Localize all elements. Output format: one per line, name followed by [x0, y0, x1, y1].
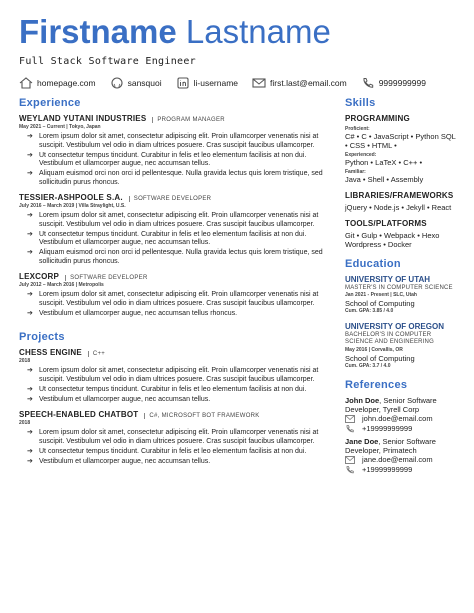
reference-entry [345, 396, 460, 434]
skill-list: Python • LaTeX • C++ • [345, 158, 423, 167]
arrow-icon: ➔ [27, 133, 33, 140]
reference-email[interactable] [345, 455, 460, 465]
headline: Full Stack Software Engineer [19, 56, 196, 67]
bullet-text: Lorem ipsum dolor sit amet, consectetur adipiscing elit. Proin ullamcorper venenatis nisi at suscipit. Vestibulum vel odio in diam ultrices posuere. Cras suscipit faucibus ullamcorper. [39, 291, 319, 307]
skill-level-label: Experienced: [345, 152, 377, 158]
skill-list: Java • Shell • Assembly [345, 175, 424, 184]
skill-group-heading: TOOLS/PLATFORMS [345, 219, 427, 228]
bullet-text: Ut consectetur tempus tincidunt. Curabitur in felis et leo elementum facilisis at non dui. [39, 447, 307, 455]
mail-icon [345, 415, 357, 423]
phone-icon [345, 466, 357, 474]
contact-email[interactable] [252, 77, 347, 89]
project-tech: C#, MICROSOFT BOT FRAMEWORK [144, 413, 259, 419]
contact-linkedin-text: li-username [193, 78, 239, 88]
left-column [19, 97, 324, 472]
education-meta: Jan 2021 - Present | SLC, Utah [345, 292, 417, 298]
arrow-icon: ➔ [27, 151, 33, 159]
right-column [345, 97, 460, 478]
job-meta: May 2021 – Current | Tokyo, Japan [19, 124, 101, 130]
reference-name: John Doe [345, 395, 380, 405]
arrow-icon: ➔ [27, 212, 33, 219]
project-meta: 2018 [19, 420, 31, 426]
education-degree: BACHELOR'S IN COMPUTER SCIENCE AND ENGINEERING [345, 331, 434, 345]
education-gpa: Cum. GPA: 3.7 / 4.0 [345, 362, 391, 369]
bullet-text: Ut consectetur tempus tincidunt. Curabitur in felis et leo elementum facilisis at non dui. [39, 385, 307, 393]
project-name: CHESS ENGINE [19, 348, 82, 357]
projects-title: Projects [19, 331, 65, 343]
skill-list: jQuery • Node.js • Jekyll • React [345, 203, 452, 212]
job-entry [19, 193, 324, 266]
job-company: TESSIER-ASHPOOLE S.A. [19, 193, 123, 202]
bullet-text: Ut consectetur tempus tincidunt. Curabitur in felis et leo elementum facilisis at non dui. Vestibulum et ullamcorper augue, nec accumsan tellus. [39, 151, 307, 167]
bullet-item [27, 133, 324, 150]
bullet-item [27, 231, 324, 248]
education-entry [345, 322, 460, 370]
arrow-icon: ➔ [27, 395, 33, 403]
bullet-item [27, 152, 324, 169]
project-entry [19, 348, 324, 404]
contact-email-text: first.last@email.com [270, 78, 347, 88]
arrow-icon: ➔ [27, 230, 33, 238]
education-unit: School of Computing [345, 353, 415, 363]
contact-github-text: sansquoi [127, 78, 162, 88]
linkedin-icon [176, 77, 190, 89]
experience-title: Experience [19, 97, 81, 109]
education-title: Education [345, 258, 401, 270]
arrow-icon: ➔ [27, 309, 33, 317]
skill-level-label: Proficient: [345, 126, 370, 132]
bullet-item [27, 458, 324, 467]
education-school: UNIVERSITY OF OREGON [345, 322, 444, 331]
job-role: PROGRAM MANAGER [152, 117, 225, 123]
education-gpa: Cum. GPA: 3.85 / 4.0 [345, 308, 394, 314]
reference-title: , Senior Software Developer, Tyrell Corp [345, 395, 437, 414]
bullet-text: Ut consectetur tempus tincidunt. Curabitur in felis et leo elementum facilisis at non dui. Vestibulum et ullamcorper augue, nec accumsan tellus. [39, 230, 307, 246]
bullet-text: Vestibulum et ullamcorper augue, nec accumsan tellus. [39, 395, 211, 403]
job-company: WEYLAND YUTANI INDUSTRIES [19, 114, 147, 123]
bullet-item [27, 249, 324, 266]
mail-icon [252, 77, 266, 89]
job-entry [19, 114, 324, 187]
reference-phone-text: +19999999999 [362, 423, 413, 433]
reference-phone[interactable] [345, 424, 460, 434]
project-meta: 2018 [19, 358, 31, 364]
bullet-text: Aliquam euismod orci non orci id pellentesque. Nulla gravida lectus quis lorem tristique, sed sollicitudin purus rhoncus. [39, 249, 323, 265]
bullet-item [27, 367, 324, 384]
contact-homepage-text: homepage.com [37, 78, 96, 88]
bullet-text: Vestibulum et ullamcorper augue, nec accumsan tellus rhoncus. [39, 309, 238, 317]
arrow-icon: ➔ [27, 170, 33, 177]
arrow-icon: ➔ [27, 367, 33, 374]
github-icon [110, 77, 124, 89]
education-degree: MASTER'S IN COMPUTER SCIENCE [345, 284, 453, 291]
phone-icon [361, 77, 375, 89]
skill-group [345, 191, 460, 212]
skill-group-heading: PROGRAMMING [345, 114, 410, 123]
skill-group-heading: LIBRARIES/FRAMEWORKS [345, 191, 454, 200]
bullet-item [27, 170, 324, 187]
education-unit: School of Computing [345, 299, 415, 308]
project-name: SPEECH-ENABLED CHATBOT [19, 410, 139, 419]
reference-title: , Senior Software Developer, Primatech [345, 436, 436, 455]
reference-name: Jane Doe [345, 436, 379, 446]
bullet-item [27, 386, 324, 395]
mail-icon [345, 456, 357, 464]
bullet-item [27, 448, 324, 457]
job-role: SOFTWARE DEVELOPER [129, 196, 212, 202]
education-entry [345, 275, 460, 315]
skill-level-label: Familiar: [345, 169, 366, 175]
reference-phone[interactable] [345, 465, 460, 475]
phone-icon [345, 425, 357, 433]
references-title: References [345, 378, 408, 391]
skill-list: C# • C • JavaScript • Python SQL • CSS • HTML • [345, 132, 456, 150]
bullet-item [27, 396, 324, 405]
skills-title: Skills [345, 97, 376, 109]
reference-entry [345, 437, 460, 475]
contact-homepage[interactable] [19, 77, 96, 89]
skill-group [345, 219, 460, 249]
bullet-text: Lorem ipsum dolor sit amet, consectetur adipiscing elit. Proin ullamcorper venenatis nisi at suscipit. Vestibulum vel odio in diam ultrices posuere. Cras suscipit faucibus ullamcorper. [39, 429, 319, 445]
job-role: SOFTWARE DEVELOPER [65, 275, 148, 281]
reference-email[interactable] [345, 414, 460, 424]
job-meta: July 2016 – March 2019 | Villa Straylight, U.S. [19, 203, 126, 209]
project-entry [19, 410, 324, 466]
arrow-icon: ➔ [27, 457, 33, 465]
arrow-icon: ➔ [27, 249, 33, 256]
reference-phone-text: +19999999999 [362, 464, 413, 474]
bullet-text: Lorem ipsum dolor sit amet, consectetur adipiscing elit. Proin ullamcorper venenatis nisi at suscipit. Vestibulum vel odio in diam ultrices posuere. Cras suscipit faucibus ullamcorper. [39, 133, 319, 149]
bullet-item [27, 429, 324, 446]
job-meta: July 2012 – March 2016 | Metropolis [19, 282, 104, 288]
contact-phone-text: 9999999999 [378, 78, 426, 88]
first-name: Firstname [19, 13, 177, 50]
home-icon [19, 77, 33, 89]
bullet-item [27, 212, 324, 229]
contact-phone[interactable] [361, 77, 426, 89]
bullet-text: Vestibulum et ullamcorper augue, nec accumsan tellus. [39, 457, 211, 465]
contact-github[interactable] [110, 77, 162, 89]
bullet-item [27, 310, 324, 319]
skill-list: Git • Gulp • Webpack • Hexo Wordpress • Docker [345, 231, 440, 249]
skill-group [345, 114, 460, 184]
contact-bar [19, 74, 459, 92]
job-company: LEXCORP [19, 272, 60, 281]
arrow-icon: ➔ [27, 385, 33, 393]
project-tech: C++ [88, 351, 105, 357]
candidate-name [19, 12, 331, 52]
arrow-icon: ➔ [27, 447, 33, 455]
bullet-text: Aliquam euismod orci non orci id pellentesque. Nulla gravida lectus quis lorem tristique, sed sollicitudin purus rhoncus. [39, 170, 323, 186]
contact-linkedin[interactable] [176, 77, 238, 89]
bullet-text: Lorem ipsum dolor sit amet, consectetur adipiscing elit. Proin ullamcorper venenatis nisi at suscipit. Vestibulum vel odio in diam ultrices posuere. Cras suscipit faucibus ullamcorper. [39, 212, 319, 228]
reference-email-text: jane.doe@email.com [362, 454, 433, 464]
education-school: UNIVERSITY OF UTAH [345, 275, 431, 284]
last-name: Lastname [185, 13, 331, 50]
education-meta: May 2016 | Corvallis, OR [345, 346, 403, 353]
bullet-item [27, 291, 324, 308]
job-entry [19, 272, 324, 318]
arrow-icon: ➔ [27, 429, 33, 436]
arrow-icon: ➔ [27, 291, 33, 298]
bullet-text: Lorem ipsum dolor sit amet, consectetur adipiscing elit. Proin ullamcorper venenatis nisi at suscipit. Vestibulum vel odio in diam ultrices posuere. Cras suscipit faucibus ullamcorper. [39, 367, 319, 383]
reference-email-text: john.doe@email.com [362, 413, 433, 423]
